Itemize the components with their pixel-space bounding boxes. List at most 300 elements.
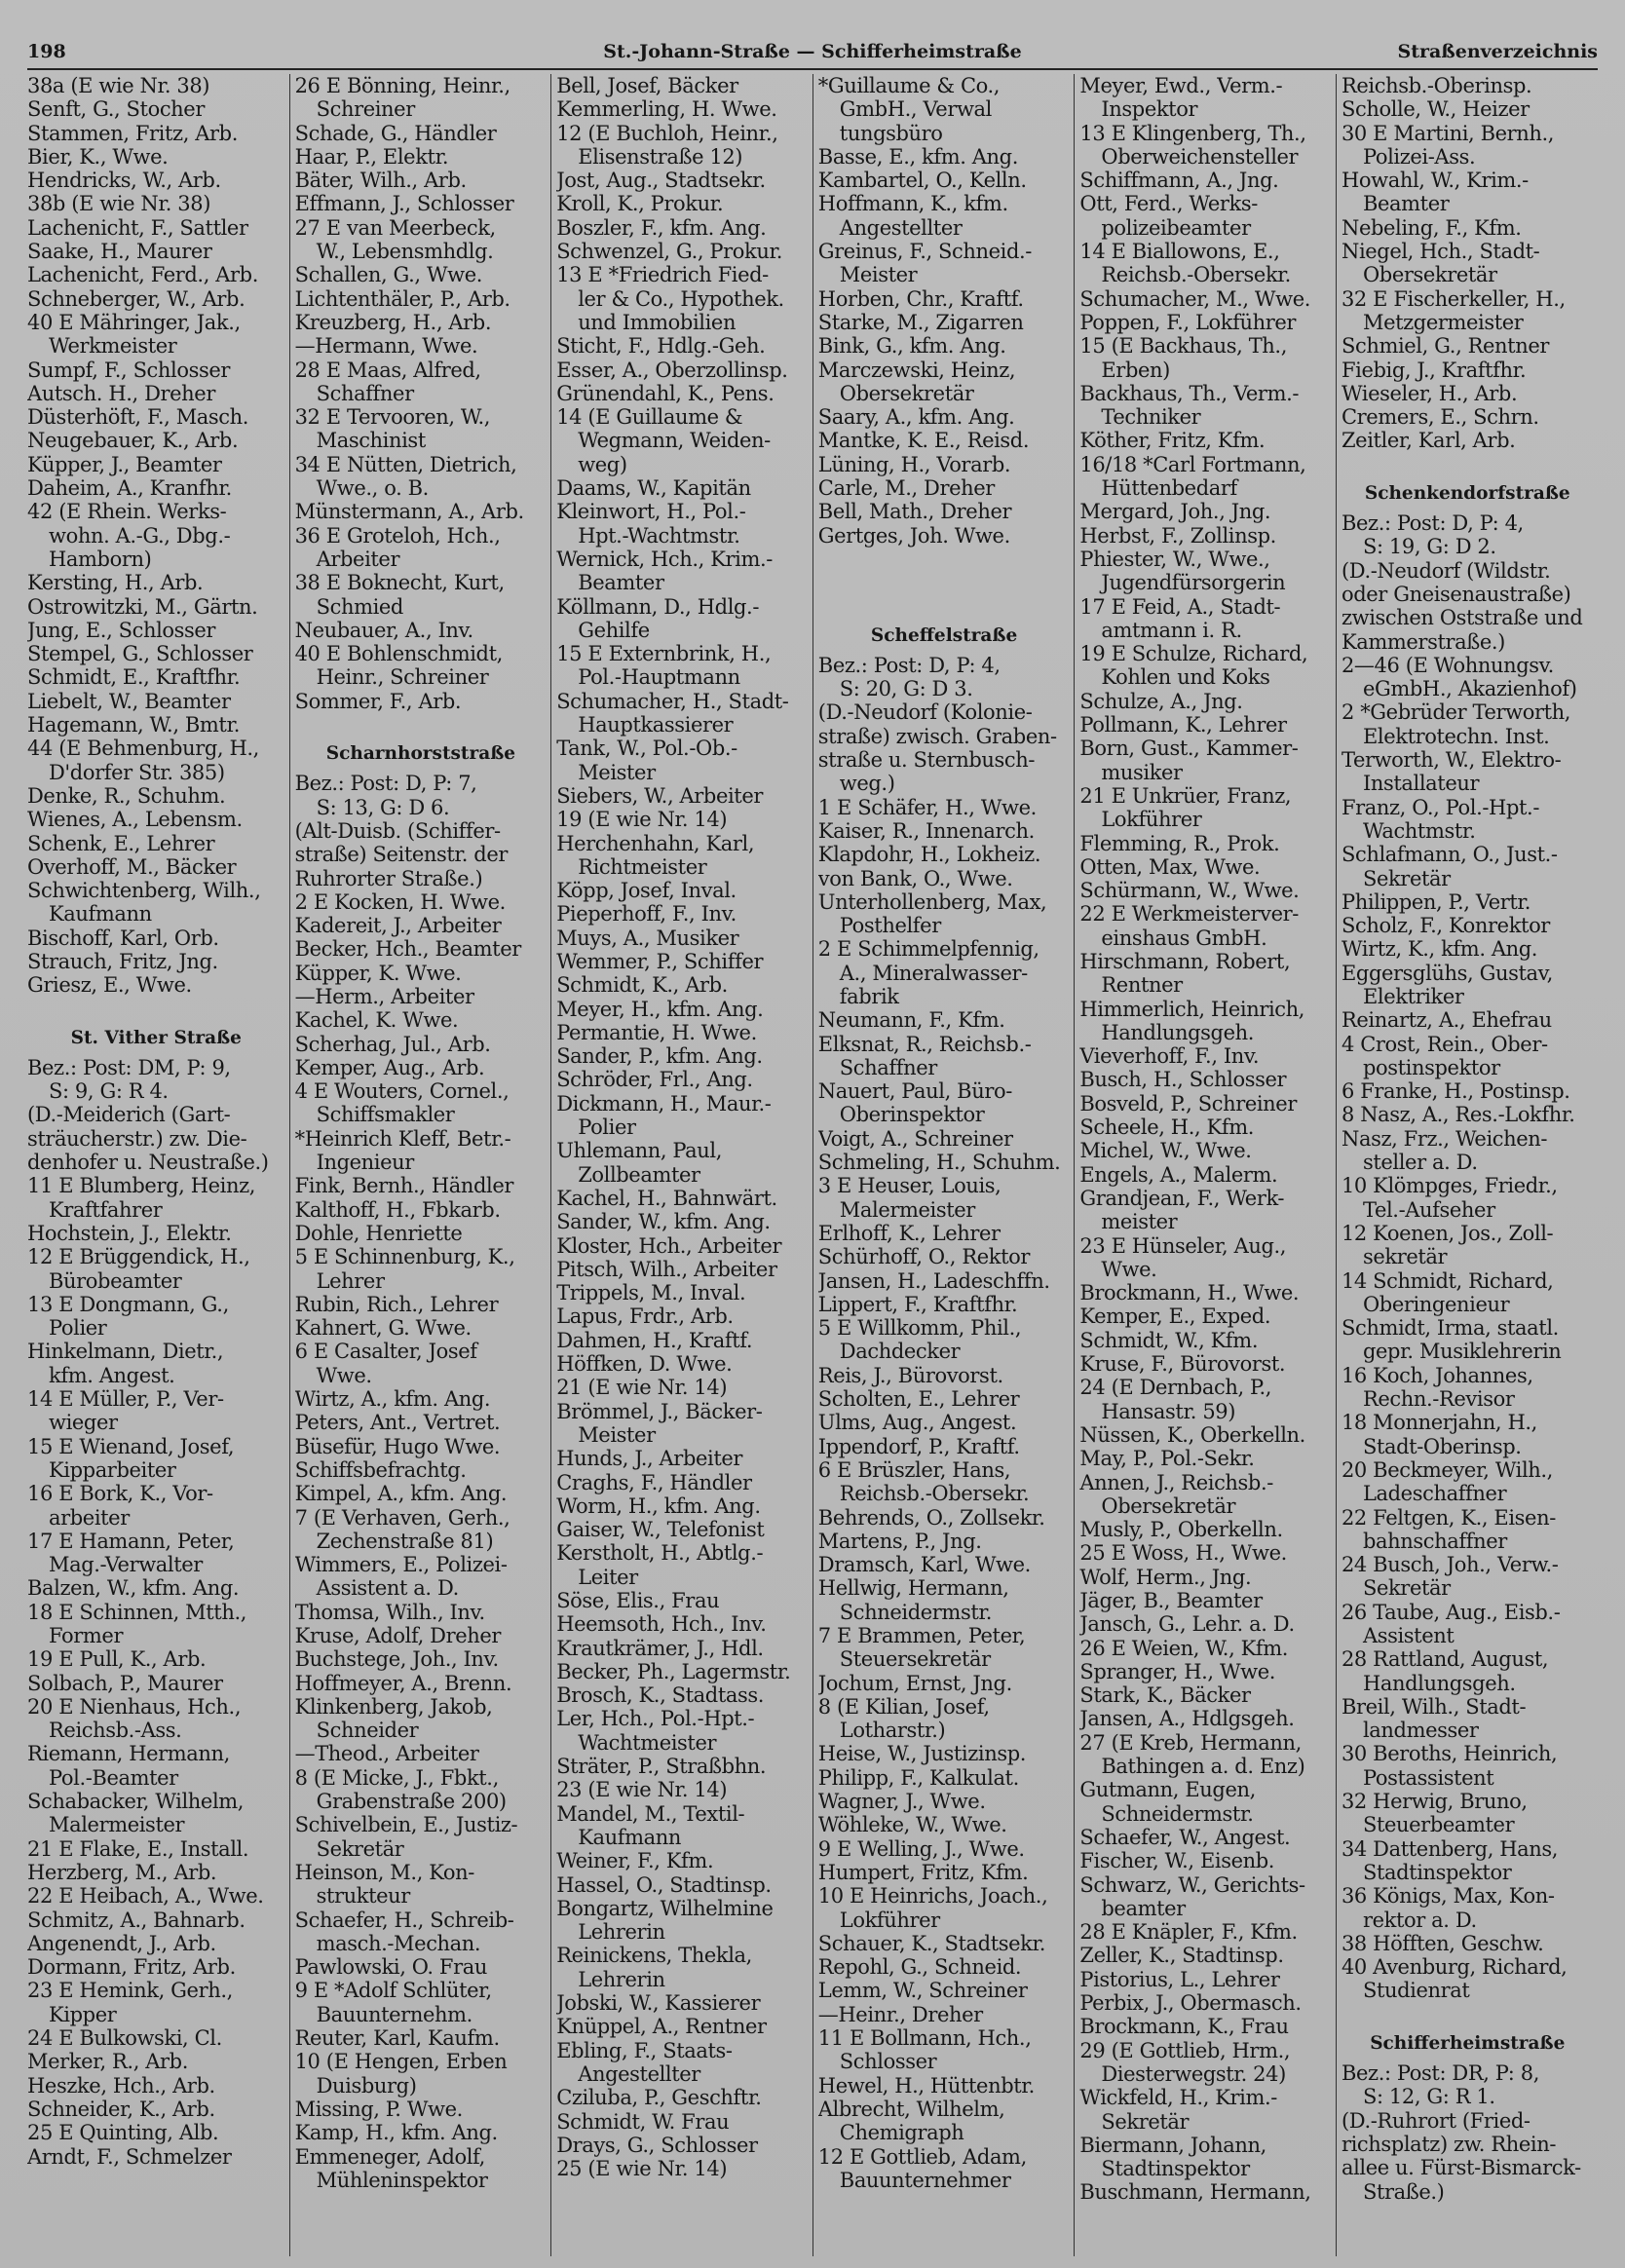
directory-entry: A., Mineralwasser- <box>839 961 1028 985</box>
directory-entry: Bink, G., kfm. Ang. <box>817 334 1006 359</box>
directory-column-2 <box>289 74 551 2256</box>
directory-entry: Hüttenbedarf <box>1101 476 1237 501</box>
directory-entry: richsplatz) zw. Rhein- <box>1341 2132 1557 2156</box>
directory-entry: Schneidermstr. <box>839 1600 992 1624</box>
directory-entry: Kahnert, G. Wwe. <box>294 1316 472 1341</box>
directory-entry: Permantie, H. Wwe. <box>556 1020 757 1044</box>
directory-entry: (D.-Neudorf (Kolonie- <box>817 700 1033 725</box>
directory-entry: Hoffmeyer, A., Brenn. <box>294 1671 512 1695</box>
directory-entry: Scheele, H., Kfm. <box>1079 1115 1254 1140</box>
page-header <box>27 37 1598 70</box>
directory-entry: Oberingenieur <box>1362 1292 1510 1316</box>
directory-entry: Hansastr. 59) <box>1101 1399 1236 1423</box>
section-title: Straßenverzeichnis <box>1397 41 1598 62</box>
directory-entry: Reichsb.-Oberinsp. <box>1341 74 1532 97</box>
directory-entry: Düsterhöft, F., Masch. <box>27 405 249 430</box>
directory-entry: Schwarz, W., Gerichts- <box>1079 1872 1305 1897</box>
directory-entry: Sekretär <box>316 1836 404 1861</box>
directory-entry: Himmerlich, Heinrich, <box>1079 997 1305 1021</box>
directory-entry: 17 E Hamann, Peter, <box>27 1529 235 1553</box>
directory-entry: 44 (E Behmenburg, H., <box>27 737 259 761</box>
directory-entry: Studienrat <box>1362 1979 1470 2003</box>
running-title: St.-Johann-Straße — Schifferheimstraße <box>603 41 1022 62</box>
directory-entry: Zeller, K., Stadtinsp. <box>1079 1944 1284 1968</box>
spacer <box>27 998 285 1021</box>
directory-entry: S: 19, G: D 2. <box>1362 535 1496 559</box>
directory-entry: S: 12, G: R 1. <box>1362 2085 1495 2109</box>
directory-entry: 28 E Knäpler, F., Kfm. <box>1079 1920 1298 1945</box>
directory-entry: Gertges, Joh. Wwe. <box>817 523 1010 548</box>
directory-entry: 6 E Brüszler, Hans, <box>817 1457 1011 1482</box>
directory-entry: Ippendorf, P., Kraftf. <box>817 1434 1020 1458</box>
directory-entry: Kipper <box>49 2002 117 2026</box>
directory-entry: Mergard, Joh., Jng. <box>1079 500 1271 524</box>
directory-entry: Köpp, Josef, Inval. <box>556 879 737 903</box>
directory-entry: weg.) <box>839 772 895 796</box>
directory-entry: arbeiter <box>49 1505 130 1530</box>
directory-entry: 30 E Martini, Bernh., <box>1341 121 1555 145</box>
directory-entry: Oberinspektor <box>839 1103 985 1127</box>
directory-entry: 16/18 *Carl Fortmann, <box>1079 452 1306 476</box>
directory-entry: Schiffsmakler <box>316 1103 455 1127</box>
directory-entry: Wegmann, Weiden- <box>578 429 771 453</box>
directory-entry: Martens, P., Jng. <box>817 1529 982 1553</box>
directory-entry: W., Lebensmhdlg. <box>316 240 494 264</box>
directory-entry: S: 13, G: D 6. <box>316 795 450 819</box>
directory-entry: Neumann, F., Kfm. <box>817 1008 1005 1033</box>
directory-entry: 15 E Externbrink, H., <box>556 642 772 666</box>
directory-entry: 12 (E Buchloh, Heinr., <box>556 121 778 145</box>
directory-entry: 25 E Quinting, Alb. <box>27 2121 219 2145</box>
directory-entry: straße) Seitenstr. der <box>294 843 509 867</box>
directory-entry: ler & Co., Hypothek. <box>578 286 784 311</box>
directory-entry: 21 (E wie Nr. 14) <box>556 1376 728 1400</box>
directory-entry: *Heinrich Kleff, Betr.- <box>294 1126 511 1151</box>
directory-entry: Beamter <box>1362 192 1450 216</box>
directory-entry: 26 E Weien, W., Kfm. <box>1079 1636 1289 1660</box>
directory-entry: Lokführer <box>1101 808 1202 832</box>
directory-entry: 14 E Müller, P., Ver- <box>27 1387 224 1412</box>
directory-entry: Schivelbein, E., Justiz- <box>294 1813 518 1837</box>
directory-entry: Jobski, W., Kassierer <box>556 1991 761 2016</box>
directory-entry: 28 Rattland, August, <box>1341 1647 1549 1672</box>
directory-entry: Münstermann, A., Arb. <box>294 500 524 524</box>
directory-entry: 4 Crost, Rein., Ober- <box>1341 1032 1548 1056</box>
directory-entry: Niegel, Hch., Stadt- <box>1341 240 1540 264</box>
directory-entry: 9 E *Adolf Schlüter, <box>294 1979 492 2003</box>
directory-entry: Bischoff, Karl, Orb. <box>27 926 219 950</box>
directory-entry: Meyer, Ewd., Verm.- <box>1079 74 1283 97</box>
directory-entry: Werkmeister <box>49 334 177 359</box>
directory-entry: Wernick, Hch., Krim.- <box>556 547 773 571</box>
directory-entry: 12 Koenen, Jos., Zoll- <box>1341 1221 1554 1245</box>
directory-entry: Buchstege, Joh., Inv. <box>294 1647 499 1672</box>
directory-entry: Schaffner <box>316 381 414 405</box>
directory-entry: Heemsoth, Hch., Inv. <box>556 1612 767 1637</box>
directory-entry: Liebelt, W., Beamter <box>27 689 231 713</box>
directory-entry: (D.-Meiderich (Gart- <box>27 1103 231 1127</box>
directory-entry: Ladeschaffner <box>1362 1482 1507 1506</box>
directory-entry: 12 E Brüggendick, H., <box>27 1245 250 1269</box>
directory-entry: Angestellter <box>839 215 963 240</box>
directory-entry: Ruhrorter Straße.) <box>294 866 483 890</box>
directory-entry: Schumacher, M., Wwe. <box>1079 286 1310 311</box>
directory-entry: Zollbeamter <box>578 1162 700 1187</box>
directory-entry: 8 Nasz, A., Res.-Lokfhr. <box>1341 1103 1575 1127</box>
directory-entry: masch.-Mechan. <box>316 1931 481 1955</box>
directory-entry: Franz, O., Pol.-Hpt.- <box>1341 795 1540 819</box>
directory-entry: Meister <box>578 760 656 784</box>
directory-entry: Brömmel, J., Bäcker- <box>556 1399 763 1423</box>
directory-entry: musiker <box>1101 760 1183 784</box>
directory-entry: Former <box>49 1624 124 1647</box>
directory-entry: Dormann, Fritz, Arb. <box>27 1955 236 1980</box>
directory-entry: Reichsb.-Obersekr. <box>1101 263 1291 287</box>
directory-entry: Bell, Josef, Bäcker <box>556 74 738 97</box>
directory-entry: 10 (E Hengen, Erben <box>294 2050 508 2074</box>
directory-entry: Reinartz, A., Ehefrau <box>1341 1008 1552 1033</box>
directory-entry: Pitsch, Wilh., Arbeiter <box>556 1257 777 1281</box>
directory-entry: Horben, Chr., Kraftf. <box>817 286 1024 311</box>
directory-entry: Hoffmann, K., kfm. <box>817 192 1008 216</box>
directory-entry: Peters, Ant., Vertret. <box>294 1411 501 1435</box>
street-heading: Scharnhorststraße <box>325 743 516 765</box>
directory-entry: Tank, W., Pol.-Ob.- <box>556 737 737 761</box>
directory-entry: Herzberg, M., Arb. <box>27 1860 217 1884</box>
directory-entry: polizeibeamter <box>1101 215 1251 240</box>
directory-entry: Steuerbeamter <box>1362 1813 1515 1837</box>
directory-entry: oder Gneisenaustraße) <box>1341 582 1571 606</box>
directory-entry: GmbH., Verwal <box>839 97 992 122</box>
directory-entry: Kruse, F., Bürovorst. <box>1079 1352 1286 1377</box>
directory-entry: Marczewski, Heinz, <box>817 358 1016 382</box>
directory-entry: Lichtenthäler, P., Arb. <box>294 286 510 311</box>
directory-entry: Kipparbeiter <box>49 1457 176 1482</box>
directory-entry: fabrik <box>839 984 899 1008</box>
directory-entry: Neubauer, A., Inv. <box>294 618 473 642</box>
directory-entry: Arndt, F., Schmelzer <box>27 2144 232 2169</box>
directory-entry: 40 E Bohlenschmidt, <box>294 642 503 666</box>
directory-entry: Balzen, W., kfm. Ang. <box>27 1576 240 1601</box>
directory-entry: 32 E Fischerkeller, H., <box>1341 286 1566 311</box>
directory-entry: Mandel, M., Textil- <box>556 1801 745 1826</box>
directory-entry: Wemmer, P., Schiffer <box>556 949 764 973</box>
directory-entry: Bauunternehmer <box>839 2168 1011 2192</box>
directory-entry: Saake, H., Maurer <box>27 240 212 264</box>
directory-entry: Obersekretär <box>1362 263 1497 287</box>
directory-entry: 29 (E Gottlieb, Hrm., <box>1079 2038 1291 2062</box>
directory-entry: 32 Herwig, Bruno, <box>1341 1790 1528 1814</box>
spacer <box>818 571 1071 594</box>
directory-entry: Pollmann, K., Lehrer <box>1079 713 1287 737</box>
directory-entry: Merker, R., Arb. <box>27 2050 188 2074</box>
directory-entry: Bez.: Post: D, P: 7, <box>294 772 477 796</box>
directory-entry: Schlafmann, O., Just.- <box>1341 843 1558 867</box>
directory-entry: 16 Koch, Johannes, <box>1341 1363 1533 1387</box>
directory-entry: Wachtmeister <box>578 1730 717 1755</box>
directory-entry: Kaufmann <box>49 902 152 926</box>
directory-entry: Kadereit, J., Arbeiter <box>294 914 502 938</box>
directory-entry: Bongartz, Wilhelmine <box>556 1896 774 1920</box>
directory-entry: Schade, G., Händler <box>294 121 497 145</box>
directory-entry: Dahmen, H., Kraftf. <box>556 1328 753 1352</box>
directory-entry: Reuter, Karl, Kaufm. <box>294 2026 500 2051</box>
directory-entry: Elektriker <box>1362 984 1464 1008</box>
directory-entry: 14 E Biallowons, E., <box>1079 240 1280 264</box>
directory-entry: Polier <box>49 1316 107 1341</box>
directory-entry: Behrends, O., Zollsekr. <box>817 1505 1045 1530</box>
directory-entry: Schmidt, K., Arb. <box>556 973 728 998</box>
directory-entry: Carle, M., Dreher <box>817 476 995 501</box>
directory-entry: Dickmann, H., Maur.- <box>556 1091 772 1115</box>
directory-entry: Mag.-Verwalter <box>49 1553 203 1577</box>
directory-entry: Metzgermeister <box>1362 310 1524 334</box>
directory-entry: Schmidt, E., Kraftfhr. <box>27 665 241 690</box>
directory-entry: Starke, M., Zigarren <box>817 310 1024 334</box>
directory-entry: Nebeling, F., Kfm. <box>1341 215 1522 240</box>
directory-entry: Schenk, E., Lehrer <box>27 831 215 855</box>
directory-entry: Pawlowski, O. Frau <box>294 1955 487 1980</box>
directory-entry: Schmiel, G., Rentner <box>1341 334 1550 359</box>
directory-entry: Wienes, A., Lebensm. <box>27 808 243 832</box>
directory-entry: Köllmann, D., Hdlg.- <box>556 594 760 619</box>
street-heading: Schenkendorfstraße <box>1364 483 1570 505</box>
directory-entry: Kammerstraße.) <box>1341 629 1505 654</box>
directory-entry: Worm, H., kfm. Ang. <box>556 1493 761 1518</box>
directory-entry: Overhoff, M., Bäcker <box>27 854 237 879</box>
directory-entry: Sticht, F., Hdlg.-Geh. <box>556 334 766 359</box>
directory-entry: Scholten, E., Lehrer <box>817 1387 1020 1412</box>
directory-entry: 6 E Casalter, Josef <box>294 1340 477 1364</box>
directory-entry: 2 E Kocken, H. Wwe. <box>294 889 506 914</box>
directory-entry: Söse, Elis., Frau <box>556 1589 720 1612</box>
directory-entry: landmesser <box>1362 1719 1479 1743</box>
directory-entry: straße u. Sternbusch- <box>817 748 1036 773</box>
directory-entry: Wimmers, E., Polizei- <box>294 1553 508 1577</box>
directory-entry: Schiffsbefrachtg. <box>294 1457 467 1482</box>
directory-entry: Pistorius, L., Lehrer <box>1079 1967 1280 1991</box>
directory-entry: Born, Gust., Kammer- <box>1079 737 1299 761</box>
directory-entry: Hassel, O., Stadtinsp. <box>556 1872 772 1897</box>
directory-entry: Emmeneger, Adolf, <box>294 2144 485 2169</box>
directory-entry: eGmbH., Akazienhof) <box>1362 677 1577 701</box>
directory-entry: Riemann, Hermann, <box>27 1742 230 1766</box>
directory-entry: Jansen, H., Ladeschffn. <box>817 1268 1050 1293</box>
directory-entry: Humpert, Fritz, Kfm. <box>817 1860 1029 1884</box>
directory-entry: Schaefer, W., Angest. <box>1079 1825 1291 1849</box>
directory-entry: Höffken, D. Wwe. <box>556 1352 733 1377</box>
directory-entry: Malermeister <box>839 1197 975 1222</box>
directory-entry: Kemper, Aug., Arb. <box>294 1055 485 1079</box>
directory-entry: Schürhoff, O., Rektor <box>817 1245 1031 1269</box>
street-heading: Scheffelstraße <box>870 624 1018 646</box>
directory-entry: Kamp, H., kfm. Ang. <box>294 2121 498 2145</box>
directory-entry: 36 Königs, Max, Kon- <box>1341 1884 1555 1909</box>
directory-entry: Esser, A., Oberzollinsp. <box>556 358 788 382</box>
directory-entry: 24 E Bulkowski, Cl. <box>27 2026 222 2051</box>
directory-entry: Scherhag, Jul., Arb. <box>294 1032 491 1056</box>
directory-entry: Wickfeld, H., Krim.- <box>1079 2086 1277 2110</box>
directory-entry: 38 E Boknecht, Kurt, <box>294 571 505 595</box>
directory-entry: Wöhleke, W., Wwe. <box>817 1813 1007 1837</box>
directory-entry: Brosch, K., Stadtass. <box>556 1683 765 1708</box>
directory-entry: Denke, R., Schuhm. <box>27 783 226 808</box>
directory-entry: Lachenicht, F., Sattler <box>27 215 248 240</box>
directory-entry: Zechenstraße 81) <box>316 1529 494 1553</box>
directory-entry: Nasz, Frz., Weichen- <box>1341 1126 1548 1151</box>
directory-entry: Pieperhoff, F., Inv. <box>556 902 737 926</box>
directory-entry: Herbst, F., Zollinsp. <box>1079 523 1276 548</box>
directory-entry: Perbix, J., Obermasch. <box>1079 1991 1302 2016</box>
directory-entry: Cziluba, P., Geschftr. <box>556 2086 762 2110</box>
directory-entry: Kerstholt, H., Abtlg.- <box>556 1541 764 1566</box>
directory-entry: 34 E Nütten, Dietrich, <box>294 452 517 476</box>
directory-entry: Stadt-Oberinsp. <box>1362 1434 1522 1458</box>
directory-entry: Vieverhoff, F., Inv. <box>1079 1044 1260 1069</box>
directory-entry: Schmied <box>316 594 403 619</box>
directory-entry: 19 (E wie Nr. 14) <box>556 808 728 832</box>
directory-entry: Griesz, E., Wwe. <box>27 973 192 998</box>
directory-entry: Schürmann, W., Wwe. <box>1079 879 1300 903</box>
directory-entry: Assistent <box>1362 1624 1455 1647</box>
directory-entry: Senft, G., Stocher <box>27 97 205 122</box>
directory-entry: Schlosser <box>839 2050 937 2074</box>
directory-entry: Dachdecker <box>839 1340 961 1364</box>
directory-entry: Kaufmann <box>578 1825 681 1849</box>
directory-entry: Herchenhahn, Karl, <box>556 831 755 855</box>
directory-entry: 24 (E Dernbach, P., <box>1079 1376 1272 1400</box>
directory-entry: Pol.-Hauptmann <box>578 665 740 690</box>
directory-entry: Ler, Hch., Pol.-Hpt.- <box>556 1707 755 1731</box>
directory-entry: Mühleninspektor <box>316 2168 488 2192</box>
directory-entry: Chemigraph <box>839 2121 964 2145</box>
directory-entry: Klapdohr, H., Lokheiz. <box>817 843 1041 867</box>
directory-entry: Knüppel, A., Rentner <box>556 2015 767 2039</box>
directory-entry: Schauer, K., Stadtsekr. <box>817 1931 1046 1955</box>
directory-entry: Hamborn) <box>49 547 152 571</box>
directory-entry: Kreuzberg, H., Arb. <box>294 310 492 334</box>
directory-entry: 10 E Heinrichs, Joach., <box>817 1884 1048 1909</box>
directory-entry: Stadtinspektor <box>1101 2157 1250 2181</box>
directory-entry: Kersting, H., Arb. <box>27 571 204 595</box>
directory-entry: Lotharstr.) <box>839 1719 946 1743</box>
directory-entry: allee u. Fürst-Bismarck- <box>1341 2156 1581 2180</box>
directory-entry: Richtmeister <box>578 854 707 879</box>
directory-entry: 38 Höfften, Geschw. <box>1341 1931 1544 1955</box>
directory-entry: Hinkelmann, Dietr., <box>27 1340 224 1364</box>
directory-entry: 24 Busch, Joh., Verw.- <box>1341 1553 1559 1577</box>
directory-entry: 5 E Willkomm, Phil., <box>817 1316 1022 1341</box>
directory-entry: Bauunternehm. <box>316 2002 472 2026</box>
directory-entry: Posthelfer <box>839 914 941 938</box>
directory-entry: Wwe. <box>316 1363 372 1387</box>
directory-entry: wieger <box>49 1411 118 1435</box>
directory-entry: Scholz, F., Konrektor <box>1341 914 1550 938</box>
directory-entry: Uhlemann, Paul, <box>556 1139 723 1163</box>
directory-entry: 1 E Schäfer, H., Wwe. <box>817 795 1037 819</box>
directory-entry: Jugendfürsorgerin <box>1101 571 1286 595</box>
directory-entry: Heinr., Schreiner <box>316 665 489 690</box>
directory-entry: 17 E Feid, A., Stadt- <box>1079 594 1281 619</box>
directory-entry: Stadtinspektor <box>1362 1860 1512 1884</box>
directory-entry: Schmeling, H., Schuhm. <box>817 1151 1061 1175</box>
directory-entry: Zeitler, Karl, Arb. <box>1341 429 1516 453</box>
directory-entry: Küpper, K. Wwe. <box>294 961 462 985</box>
directory-entry: Sekretär <box>1362 866 1451 890</box>
directory-entry: sekretär <box>1362 1245 1448 1269</box>
directory-entry: Flemming, R., Prok. <box>1079 831 1280 855</box>
directory-entry: Krautkrämer, J., Hdl. <box>556 1636 764 1660</box>
directory-entry: D'dorfer Str. 385) <box>49 760 225 784</box>
directory-entry: (Alt-Duisb. (Schiffer- <box>294 818 501 843</box>
directory-entry: 25 E Woss, H., Wwe. <box>1079 1541 1287 1566</box>
directory-entry: Bosveld, P., Schreiner <box>1079 1091 1297 1115</box>
directory-entry: S: 20, G: D 3. <box>839 677 973 701</box>
directory-entry: Küpper, J., Beamter <box>27 452 222 476</box>
directory-entry: Beamter <box>578 571 664 595</box>
directory-entry: Daheim, A., Kranfhr. <box>27 476 232 501</box>
directory-entry: Steuersekretär <box>839 1647 991 1672</box>
directory-entry: Schmitz, A., Bahnarb. <box>27 1908 246 1932</box>
directory-entry: Jäger, B., Beamter <box>1079 1589 1263 1612</box>
directory-entry: Tel.-Aufseher <box>1362 1197 1495 1222</box>
directory-entry: Lemm, W., Schreiner <box>817 1979 1028 2003</box>
directory-entry: (D.-Ruhrort (Fried- <box>1341 2108 1531 2133</box>
directory-column-3 <box>550 74 812 2256</box>
directory-entry: Elksnat, R., Reichsb.- <box>817 1032 1032 1056</box>
directory-entry: Michel, W., Wwe. <box>1079 1139 1252 1163</box>
directory-entry: Dohle, Henriette <box>294 1221 463 1245</box>
directory-entry: 14 (E Guillaume & <box>556 405 743 430</box>
directory-entry: Schaefer, H., Schreib- <box>294 1908 514 1932</box>
directory-entry: Installateur <box>1362 772 1480 796</box>
directory-entry: Rentner <box>1101 973 1183 998</box>
directory-entry: 20 E Nienhaus, Hch., <box>27 1694 242 1719</box>
directory-entry: Kambartel, O., Kelln. <box>817 169 1027 193</box>
directory-entry: Bez.: Post: D, P: 4, <box>1341 511 1524 536</box>
directory-entry: Cremers, E., Schrn. <box>1341 405 1539 430</box>
directory-entry: von Bank, O., Wwe. <box>817 866 1013 890</box>
directory-entry: Otten, Max, Wwe. <box>1079 854 1261 879</box>
directory-entry: Schabacker, Wilhelm, <box>27 1790 245 1814</box>
directory-entry: Duisburg) <box>316 2073 417 2098</box>
directory-entry: Phiester, W., Wwe., <box>1079 547 1270 571</box>
directory-entry: 32 E Tervooren, W., <box>294 405 490 430</box>
spacer <box>1342 453 1594 476</box>
directory-entry: 18 Monnerjahn, H., <box>1341 1411 1537 1435</box>
directory-entry: 34 Dattenberg, Hans, <box>1341 1836 1559 1861</box>
directory-entry: Wieseler, H., Arb. <box>1341 381 1518 405</box>
directory-entry: Erlhoff, K., Lehrer <box>817 1221 1001 1245</box>
directory-entry: Autsch. H., Dreher <box>27 381 215 405</box>
directory-entry: Bell, Math., Dreher <box>817 500 1012 524</box>
directory-entry: Terworth, W., Elektro- <box>1341 748 1562 773</box>
directory-entry: 26 Taube, Aug., Eisb.- <box>1341 1600 1561 1624</box>
directory-columns <box>27 74 1598 2256</box>
directory-entry: Kaiser, R., Innenarch. <box>817 818 1035 843</box>
directory-entry: Nüssen, K., Oberkelln. <box>1079 1422 1305 1447</box>
directory-entry: Wirtz, A., kfm. Ang. <box>294 1387 491 1412</box>
directory-entry: steller a. D. <box>1362 1151 1478 1175</box>
directory-entry: 38b (E wie Nr. 38) <box>27 192 211 216</box>
directory-entry: Schaffner <box>839 1055 937 1079</box>
directory-entry: Hochstein, J., Elektr. <box>27 1221 232 1245</box>
directory-entry: Klinkenberg, Jakob, <box>294 1694 493 1719</box>
directory-entry: 26 E Bönning, Heinr., <box>294 74 510 97</box>
directory-entry: 9 E Welling, J., Wwe. <box>817 1836 1025 1861</box>
directory-entry: 40 E Mähringer, Jak., <box>27 310 241 334</box>
directory-entry: amtmann i. R. <box>1101 618 1242 642</box>
